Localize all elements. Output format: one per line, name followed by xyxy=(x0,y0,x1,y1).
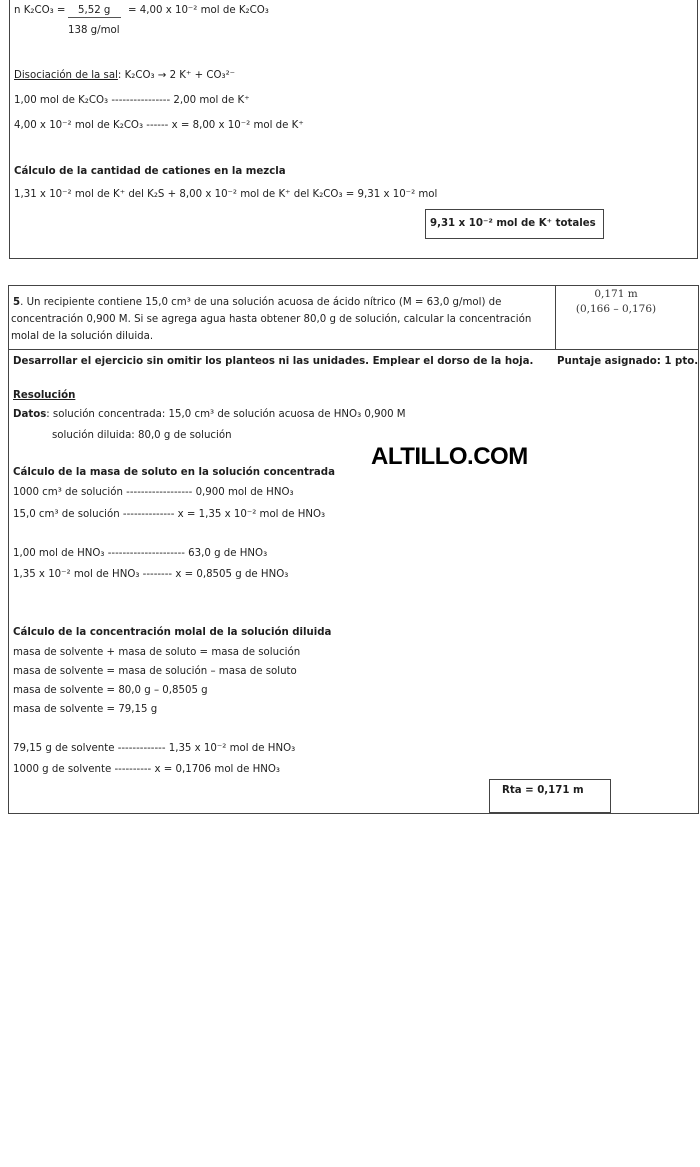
molal-line-4: masa de solvente = 79,15 g xyxy=(13,704,158,715)
answer-box-part1 xyxy=(425,209,604,239)
mass-line-4: 1,35 x 10⁻² mol de HNO₃ -------- x = 0,8505 g de HNO₃ xyxy=(13,569,289,580)
mass-line-2: 15,0 cm³ de solución -------------- x = 1,35 x 10⁻² mol de HNO₃ xyxy=(13,509,326,520)
mass-line-1: 1000 cm³ de solución ------------------ 0,900 mol de HNO₃ xyxy=(13,487,294,498)
molal-line-6: 1000 g de solvente ---------- x = 0,1706 mol de HNO₃ xyxy=(13,764,280,775)
resolution-heading: Resolución xyxy=(13,390,76,401)
tolerance-range: (0,166 – 0,176) xyxy=(575,303,657,315)
answer-text-part1: 9,31 x 10⁻² mol de K⁺ totales xyxy=(430,218,596,229)
calc-n-lhs: n K₂CO₃ = xyxy=(14,5,66,16)
molal-line-5: 79,15 g de solvente ------------- 1,35 x 10⁻² mol de HNO₃ xyxy=(13,743,296,754)
fraction-bar xyxy=(68,17,121,18)
watermark: ALTILLO.COM xyxy=(371,443,528,470)
problem-number: 5 xyxy=(13,297,21,308)
ratio-line-1: 1,00 mol de K₂CO₃ ---------------- 2,00 mol de K⁺ xyxy=(14,95,250,106)
molal-heading: Cálculo de la concentración molal de la solución diluida xyxy=(13,627,332,638)
mass-heading: Cálculo de la masa de soluto en la solución concentrada xyxy=(13,467,335,478)
score-label: Puntaje asignado: 1 pto. xyxy=(557,356,699,367)
calc-n-result: = 4,00 x 10⁻² mol de K₂CO₃ xyxy=(128,5,269,16)
molal-line-3: masa de solvente = 80,0 g – 0,8505 g xyxy=(13,685,208,696)
data-text-1: : solución concentrada: 15,0 cm³ de solución acuosa de HNO₃ 0,900 M xyxy=(46,409,406,420)
problem-statement-line-1 xyxy=(13,296,501,309)
ratio-line-2: 4,00 x 10⁻² mol de K₂CO₃ ------ x = 8,00 x 10⁻² mol de K⁺ xyxy=(14,120,304,131)
data-line-1 xyxy=(13,408,406,421)
mass-line-3: 1,00 mol de HNO₃ --------------------- 63,0 g de HNO₃ xyxy=(13,548,268,559)
problem-statement-line-3: molal de la solución diluida. xyxy=(11,331,154,342)
molal-line-1: masa de solvente + masa de soluto = masa de solución xyxy=(13,647,301,658)
dissociation-label: Disociación de la sal xyxy=(14,70,118,81)
cations-heading: Cálculo de la cantidad de cationes en la mezcla xyxy=(14,166,286,177)
instructions: Desarrollar el ejercicio sin omitir los planteos ni las unidades. Emplear el dorso de la hoja. xyxy=(13,356,534,367)
header-separator xyxy=(8,349,699,350)
dissociation-line xyxy=(14,69,235,82)
fraction-numerator: 5,52 g xyxy=(78,5,111,16)
fraction-denominator: 138 g/mol xyxy=(68,25,120,36)
expected-answer-value: 0,171 m xyxy=(594,288,638,300)
statement-text-1: . Un recipiente contiene 15,0 cm³ de una solución acuosa de ácido nítrico (M = 63,0 g/mol) de xyxy=(20,297,502,308)
cations-sum: 1,31 x 10⁻² mol de K⁺ del K₂S + 8,00 x 10⁻² mol de K⁺ del K₂CO₃ = 9,31 x 10⁻² mol xyxy=(14,189,438,200)
data-line-2: solución diluida: 80,0 g de solución xyxy=(52,430,232,441)
data-label: Datos xyxy=(13,409,47,420)
answer-box-problem-5 xyxy=(489,779,611,813)
molal-line-2: masa de solvente = masa de solución – masa de soluto xyxy=(13,666,297,677)
answer-text-problem-5: Rta = 0,171 m xyxy=(502,785,584,796)
expected-answer xyxy=(556,287,676,317)
problem-statement-line-2: concentración 0,900 M. Si se agrega agua hasta obtener 80,0 g de solución, calcular la concentración xyxy=(11,314,532,325)
dissociation-equation: : K₂CO₃ → 2 K⁺ + CO₃²⁻ xyxy=(117,70,236,81)
